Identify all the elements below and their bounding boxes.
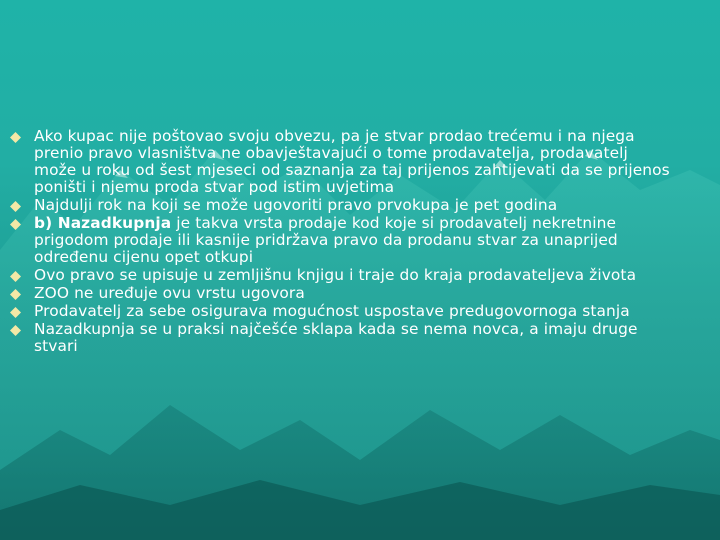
- diamond-bullet-icon: [10, 325, 21, 336]
- bullet-item: [10, 285, 670, 302]
- bullet-text: Prodavatelj za sebe osigurava mogućnost uspostave predugovornoga stanja: [34, 302, 630, 320]
- diamond-bullet-icon: [10, 201, 21, 212]
- diamond-bullet-icon: [10, 271, 21, 282]
- bullet-text: Ako kupac nije poštovao svoju obvezu, pa je stvar prodao trećemu i na njega prenio pravo vlasništva ne obavještavajući o tome prodavatelja, prodavatelj može u roku od šest mjeseci od saznanja za taj prijenos zahtijevati da se prijenos poništi i njemu proda stvar pod istim uvjetima: [34, 127, 670, 196]
- diamond-bullet-icon: [10, 219, 21, 230]
- bullet-item: [10, 321, 670, 355]
- bullet-item: [10, 197, 670, 214]
- bullet-lead: b) Nazadkupnja: [34, 214, 172, 232]
- bullet-item: [10, 215, 670, 266]
- bullet-text: Ovo pravo se upisuje u zemljišnu knjigu i traje do kraja prodavateljeva života: [34, 266, 637, 284]
- diamond-bullet-icon: [10, 289, 21, 300]
- bullet-list: [10, 128, 670, 356]
- bullet-text: ZOO ne uređuje ovu vrstu ugovora: [34, 284, 305, 302]
- bullet-text: Najdulji rok na koji se može ugovoriti pravo prvokupa je pet godina: [34, 196, 558, 214]
- bullet-item: [10, 128, 670, 196]
- bullet-item: [10, 303, 670, 320]
- bullet-text: je takva vrsta prodaje kod koje si prodavatelj nekretnine prigodom prodaje ili kasnije pridržava pravo da prodanu stvar za unaprijed određenu cijenu opet otkupi: [34, 214, 618, 266]
- bullet-text: Nazadkupnja se u praksi najčešće sklapa kada se nema novca, a imaju druge stvari: [34, 320, 638, 355]
- diamond-bullet-icon: [10, 307, 21, 318]
- bullet-item: [10, 267, 670, 284]
- diamond-bullet-icon: [10, 132, 21, 143]
